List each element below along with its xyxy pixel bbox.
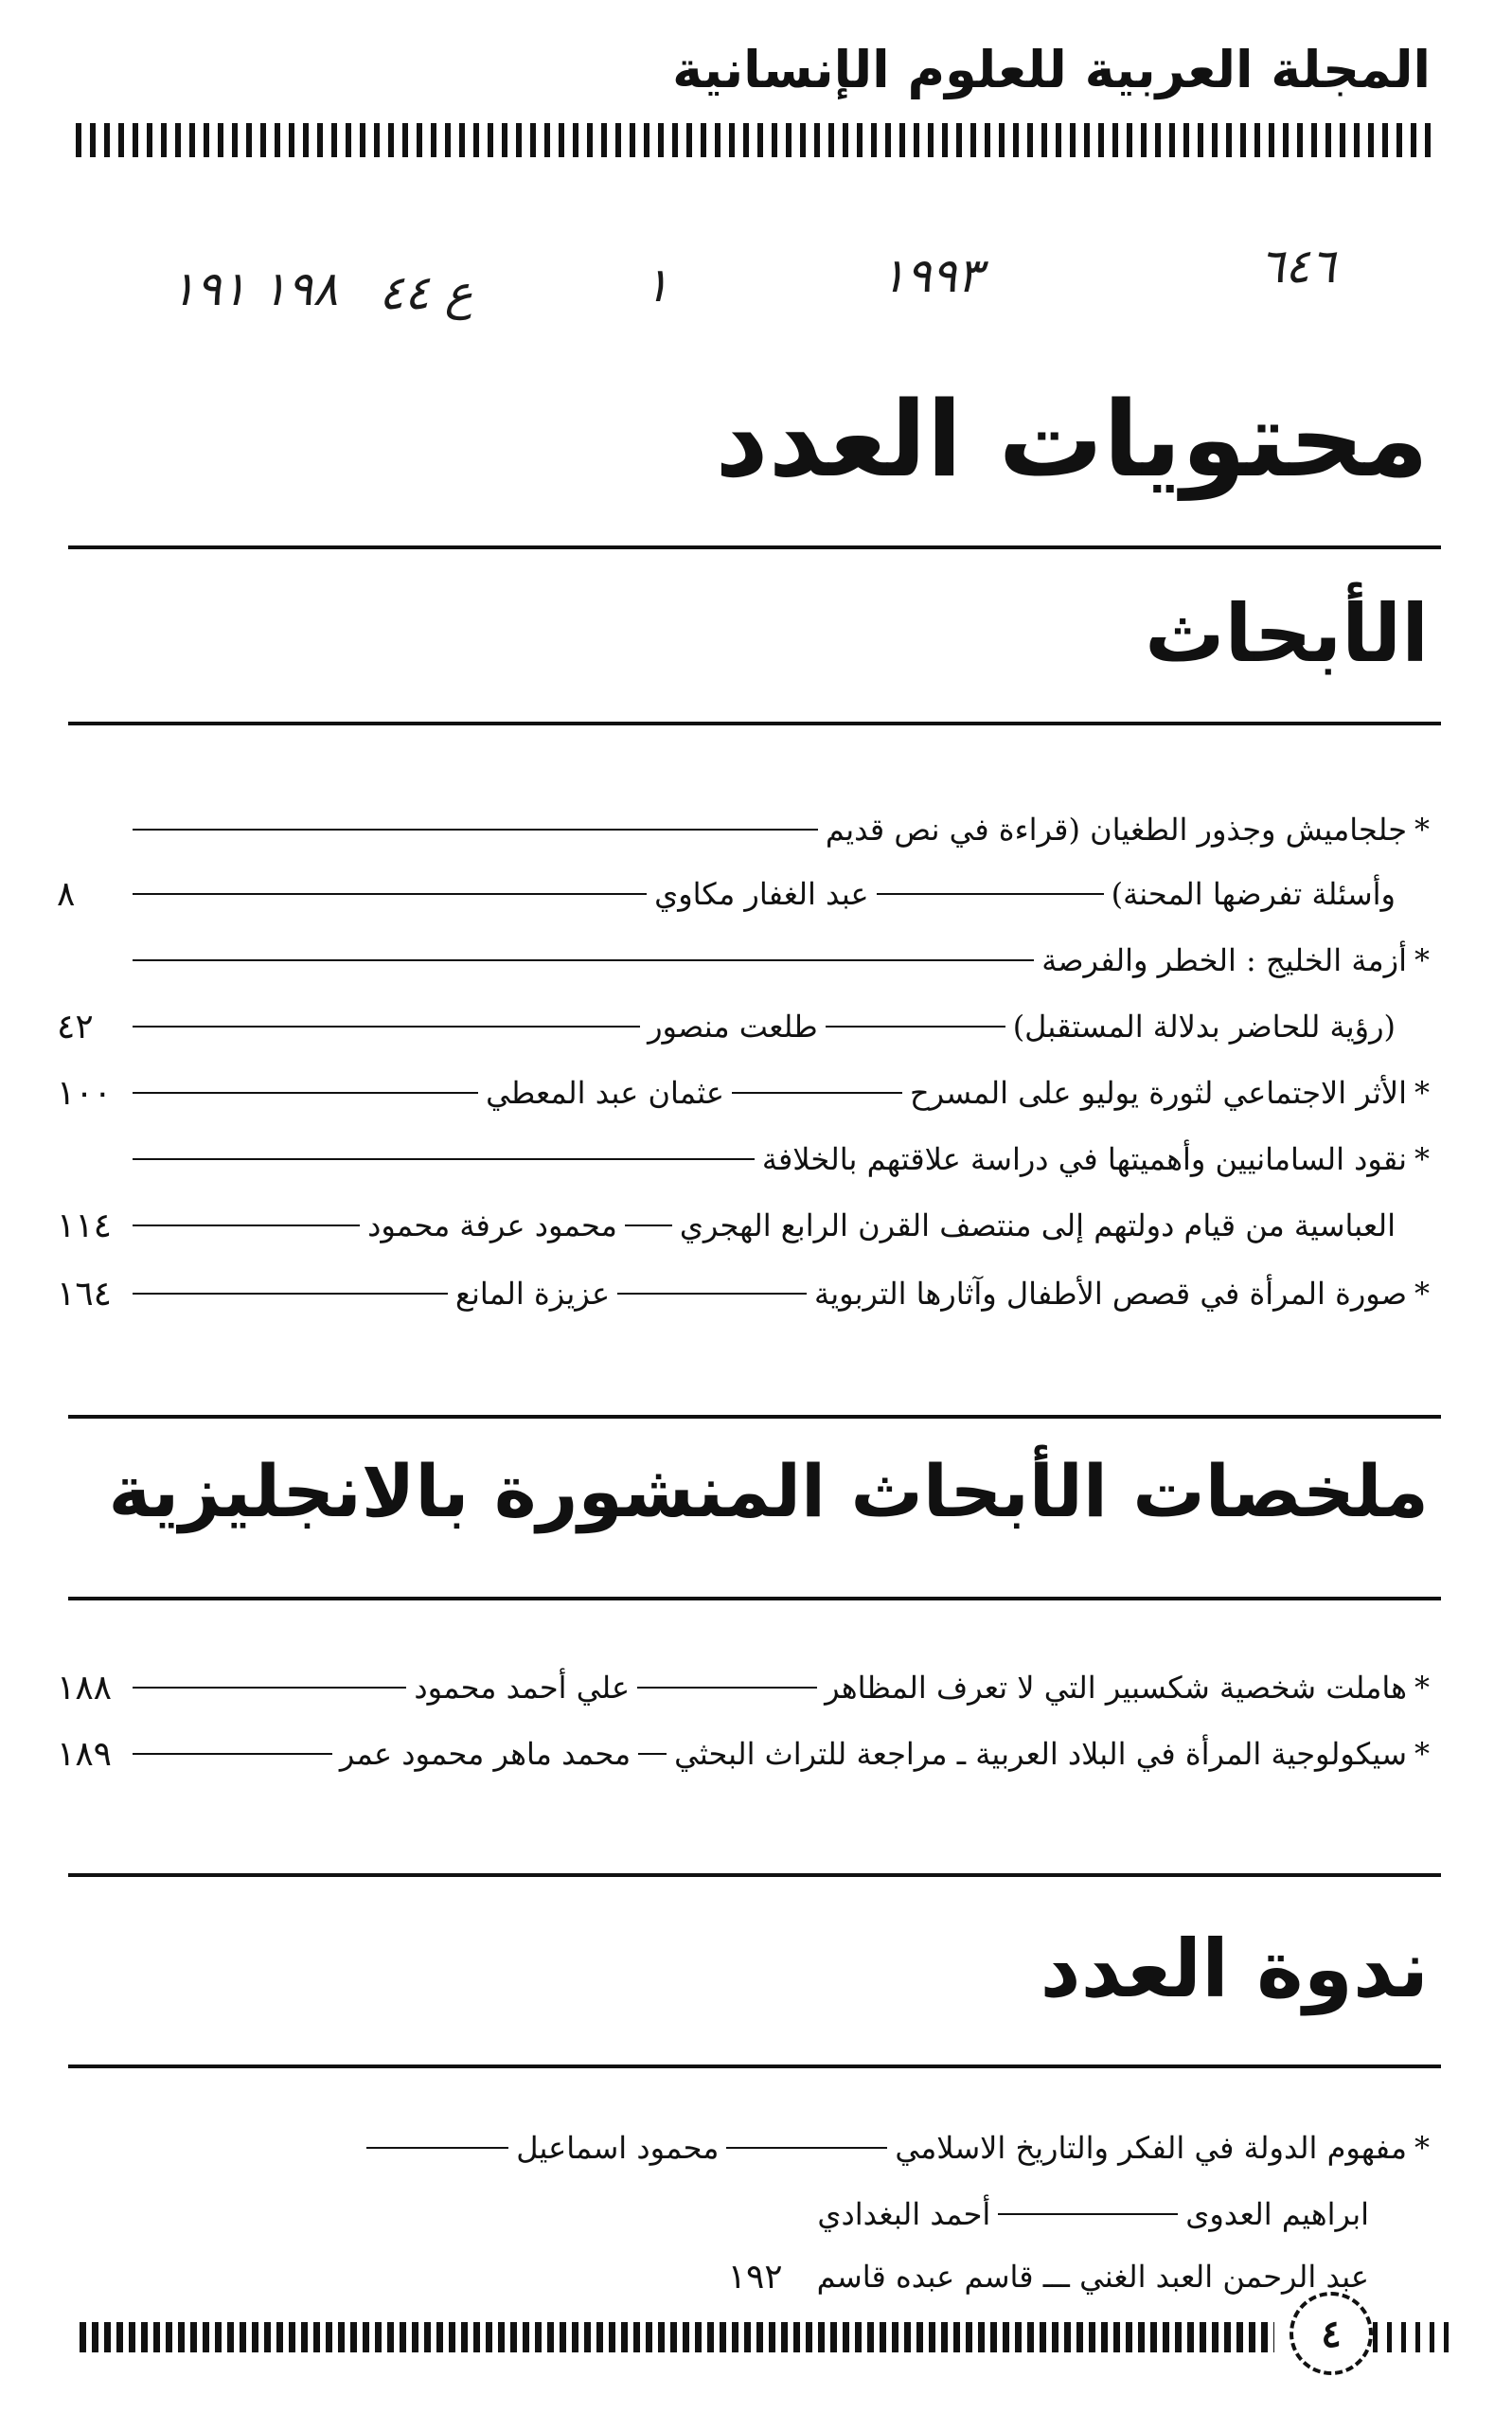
entry-author: عبد الغفار مكاوي — [654, 876, 869, 912]
entry-title: سيكولوجية المرأة في البلاد العربية ـ مراجعة للتراث البحثي — [674, 1736, 1407, 1772]
entry-bullet: * — [1414, 1075, 1430, 1111]
toc-entry — [57, 1064, 1430, 1121]
leader-line — [366, 2147, 508, 2149]
toc-entry — [57, 801, 1430, 858]
leader-line — [638, 1753, 667, 1755]
entry-title: نقود السامانيين وأهميتها في دراسة علاقتهم بالخلافة — [761, 1141, 1407, 1177]
entry-author: علي أحمد محمود — [414, 1670, 631, 1706]
entry-title: (رؤية للحاضر بدلالة المستقبل) — [1012, 1009, 1396, 1045]
top-barcode-strip — [76, 123, 1435, 157]
leader-line — [133, 1753, 332, 1755]
divider — [68, 1415, 1441, 1419]
entry-title: جلجاميش وجذور الطغيان (قراءة في نص قديم — [825, 812, 1407, 848]
handwritten-number-note: ع ٤٤ — [379, 265, 473, 320]
entry-page-number: ١٦٤ — [57, 1274, 113, 1314]
toc-entry — [0, 2248, 1369, 2305]
entry-page-number: ٨ — [57, 874, 76, 914]
toc-entry — [57, 1131, 1430, 1188]
entry-title: وأسئلة تفرضها المحنة) — [1111, 876, 1396, 912]
entry-author: طلعت منصور — [648, 1009, 818, 1045]
leader-line — [998, 2213, 1178, 2215]
entry-page-number: ١٨٩ — [57, 1734, 113, 1774]
entry-page-number: ١٩٢ — [727, 2257, 783, 2297]
entry-author: عثمان عبد المعطي — [486, 1075, 724, 1111]
leader-line — [826, 1026, 1005, 1028]
entry-author: عزيزة المانع — [454, 1276, 611, 1312]
leader-line — [133, 1224, 360, 1226]
bottom-barcode-strip — [80, 2322, 1274, 2352]
leader-line — [133, 1092, 478, 1094]
entry-bullet: * — [1414, 1276, 1430, 1312]
entry-bullet: * — [1414, 942, 1430, 978]
toc-entry — [57, 1265, 1430, 1322]
toc-entry — [57, 998, 1430, 1055]
entry-title: عبد الرحمن العبد الغني ـــ قاسم عبده قاسم — [816, 2259, 1369, 2295]
entry-title: مفهوم الدولة في الفكر والتاريخ الاسلامي — [895, 2130, 1407, 2166]
entry-page-number: ١١٤ — [57, 1206, 113, 1245]
entry-author: محمد ماهر محمود عمر — [339, 1736, 631, 1772]
entry-page-number: ٤٢ — [57, 1007, 94, 1046]
leader-line — [133, 1158, 755, 1160]
entry-author: محمود اسماعيل — [516, 2130, 720, 2166]
entry-bullet: * — [1414, 2130, 1430, 2166]
entry-title: أزمة الخليج : الخطر والفرصة — [1041, 942, 1407, 978]
page-number: ٤ — [1290, 2292, 1373, 2375]
entry-title: ابراهيم العدوى — [1185, 2196, 1369, 2232]
toc-entry — [57, 1659, 1430, 1716]
divider — [68, 2065, 1441, 2068]
entry-author: أحمد البغدادي — [817, 2196, 991, 2232]
section-heading-symposium: ندوة العدد — [1040, 1922, 1429, 2015]
entry-bullet: * — [1414, 1141, 1430, 1177]
leader-line — [617, 1293, 807, 1295]
divider — [68, 1873, 1441, 1877]
handwritten-issue-note: ١ — [644, 258, 669, 313]
entry-bullet: * — [1414, 1670, 1430, 1706]
entry-title: الأثر الاجتماعي لثورة يوليو على المسرح — [909, 1075, 1407, 1111]
toc-entry — [57, 866, 1430, 922]
toc-entry — [57, 1197, 1430, 1254]
handwritten-page-note: ١٩٨ ١٩١ — [170, 261, 339, 316]
leader-line — [133, 829, 818, 831]
journal-title: المجلة العربية للعلوم الإنسانية — [672, 40, 1431, 99]
page-title: محتويات العدد — [715, 379, 1429, 500]
section-heading-research: الأبحاث — [1145, 587, 1429, 680]
entry-title: هاملت شخصية شكسبير التي لا تعرف المظاهر — [825, 1670, 1407, 1706]
divider — [68, 545, 1441, 549]
leader-line — [877, 893, 1104, 895]
entry-page-number: ١٠٠ — [57, 1073, 113, 1113]
leader-line — [637, 1687, 817, 1689]
leader-line — [726, 2147, 887, 2149]
toc-entry — [57, 932, 1430, 989]
handwritten-year-note: ١٩٩٣ — [881, 248, 983, 303]
leader-line — [133, 893, 647, 895]
leader-line — [732, 1092, 902, 1094]
entry-title: صورة المرأة في قصص الأطفال وآثارها التربوية — [814, 1276, 1407, 1312]
divider — [68, 1597, 1441, 1600]
leader-line — [133, 1293, 448, 1295]
leader-line — [133, 1687, 406, 1689]
leader-line — [133, 1026, 640, 1028]
entry-title: العباسية من قيام دولتهم إلى منتصف القرن الرابع الهجري — [679, 1207, 1396, 1243]
toc-entry — [57, 2119, 1430, 2176]
entry-bullet: * — [1414, 1736, 1430, 1772]
entry-author: محمود عرفة محمود — [367, 1207, 617, 1243]
leader-line — [625, 1224, 672, 1226]
toc-entry — [57, 1725, 1430, 1782]
section-heading-abstracts: ملخصات الأبحاث المنشورة بالانجليزية — [108, 1449, 1429, 1533]
handwritten-volume-note: ٦٤٦ — [1259, 239, 1336, 294]
bottom-barcode-strip-right — [1373, 2322, 1454, 2352]
entry-bullet: * — [1414, 812, 1430, 848]
toc-entry — [0, 2186, 1369, 2243]
divider — [68, 722, 1441, 725]
leader-line — [133, 959, 1034, 961]
entry-page-number: ١٨٨ — [57, 1668, 113, 1707]
